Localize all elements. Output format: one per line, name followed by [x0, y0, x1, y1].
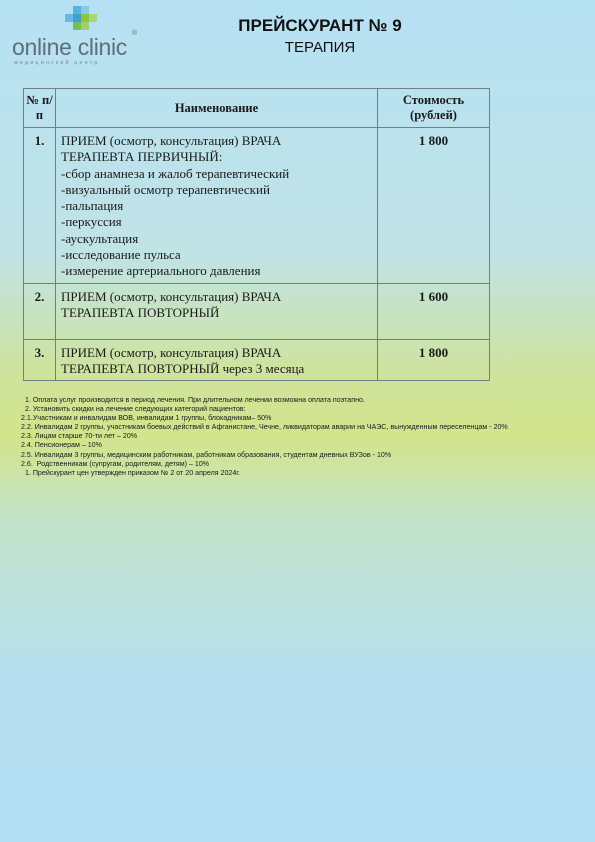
- registered-mark: ®: [132, 30, 138, 37]
- footnotes: [21, 396, 508, 478]
- logo-wordmark: online clinic: [12, 34, 128, 60]
- header-price: Стоимость (рублей): [378, 89, 490, 128]
- page-subtitle: ТЕРАПИЯ: [284, 39, 356, 56]
- header-number: № п/п: [24, 89, 56, 128]
- clinic-logo: [12, 4, 140, 68]
- note-line: 2.2. Инвалидам 2 группы, участникам боевых действий в Афганистане, Чечне, ликвидаторам аварии на ЧАЭС, вынужденным переселенцам - 20%: [21, 423, 508, 432]
- logo-tagline: медицинский центр: [14, 60, 100, 66]
- table-row: [24, 283, 490, 339]
- note-line: 2.4. Пенсионерам – 10%: [21, 441, 102, 450]
- table-row: [24, 128, 490, 284]
- note-line: 2.3. Лицам старше 70-ти лет – 20%: [21, 432, 138, 441]
- service-name: ПРИЕМ (осмотр, консультация) ВРАЧА ТЕРАПЕВТА ПЕРВИЧНЫЙ: -сбор анамнеза и жалоб терапевтический -визуальный осмотр терапевтический -пальпация -перкуссия -аускультация -исследование пульса -измерение артериального давления: [56, 128, 378, 284]
- note-line: 2.5. Инвалидам 3 группы, медицинским работникам, работникам образования, студентам дневных ВУЗов - 10%: [21, 450, 392, 459]
- service-price: 1 800: [378, 128, 490, 284]
- page-title: ПРЕЙСКУРАНТ № 9: [238, 16, 402, 35]
- row-number: 2.: [24, 283, 56, 339]
- note-line: 2.1.Участникам и инвалидам ВОВ, инвалидам 1 группы, блокадникам– 50%: [21, 414, 272, 423]
- note-line: 2. Установить скидки на лечение следующих категорий пациентов:: [21, 405, 246, 414]
- table-row: [24, 339, 490, 381]
- service-name: ПРИЕМ (осмотр, консультация) ВРАЧА ТЕРАПЕВТА ПОВТОРНЫЙ: [56, 283, 378, 339]
- row-number: 1.: [24, 128, 56, 284]
- header-name: Наименование: [56, 89, 378, 128]
- table-header-row: [24, 89, 490, 128]
- price-table: [23, 88, 490, 381]
- service-price: 1 800: [378, 339, 490, 381]
- note-line: 2.6. Родственникам (супругам, родителям, детям) – 10%: [21, 459, 210, 468]
- service-name: ПРИЕМ (осмотр, консультация) ВРАЧА ТЕРАПЕВТА ПОВТОРНЫЙ через 3 месяца: [56, 339, 378, 381]
- note-line: 1. Прейскурант цен утвержден приказом № 2 от 20 апреля 2024г.: [21, 468, 240, 477]
- service-price: 1 600: [378, 283, 490, 339]
- note-line: 1. Оплата услуг производится в период лечения. При длительном лечении возможна оплата поэтапно.: [21, 396, 365, 404]
- row-number: 3.: [24, 339, 56, 381]
